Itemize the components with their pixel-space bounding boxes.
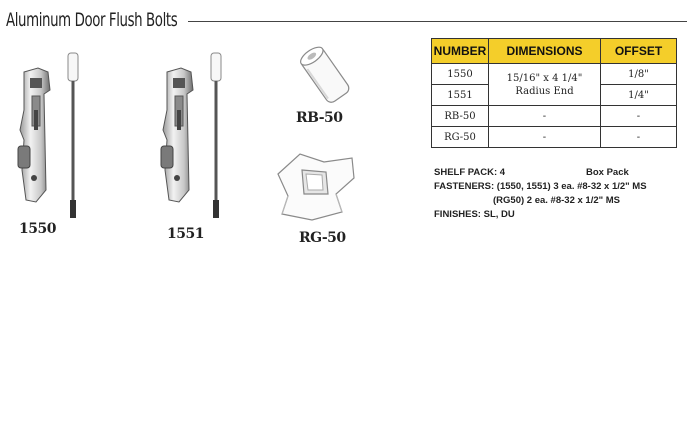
title-rule (188, 21, 687, 22)
header-offset: OFFSET (601, 39, 677, 64)
product-1551 (157, 50, 237, 242)
cell-dimensions (489, 64, 601, 106)
cell-offset: 1/4" (601, 85, 677, 106)
product-rb-50 (290, 40, 360, 135)
cell-number: RG-50 (432, 127, 489, 148)
spec-details (434, 166, 647, 222)
cell-offset: - (601, 127, 677, 148)
rod-guide-rg-50-image (272, 148, 358, 223)
box-pack-text: Box Pack (586, 167, 629, 178)
spec-table (431, 38, 677, 148)
product-label-rb-50: RB-50 (296, 110, 343, 126)
cell-offset: 1/8" (601, 64, 677, 85)
header-dimensions: DIMENSIONS (489, 39, 601, 64)
cell-number: 1551 (432, 85, 489, 106)
table-header-row (432, 39, 677, 64)
shelf-pack-text: SHELF PACK: 4 (434, 167, 506, 178)
fasteners-text: FASTENERS: (1550, 1551) 3 ea. #8-32 x 1/2" MS (434, 181, 647, 192)
page-title: Aluminum Door Flush Bolts (6, 9, 178, 31)
flush-bolt-1550-image (14, 50, 94, 220)
cell-dimensions: - (489, 127, 601, 148)
table-row (432, 64, 677, 85)
dimensions-note: Radius End (515, 85, 574, 97)
product-label-rg-50: RG-50 (299, 230, 346, 246)
shelf-pack-row (434, 166, 647, 180)
product-1550 (14, 50, 94, 237)
fasteners-text-2: (RG50) 2 ea. #8-32 x 1/2" MS (493, 195, 621, 206)
flush-bolt-1551-image (157, 50, 237, 220)
finishes-text: FINISHES: SL, DU (434, 209, 515, 220)
cell-offset: - (601, 106, 677, 127)
cell-dimensions: - (489, 106, 601, 127)
product-label-1550: 1550 (19, 221, 56, 237)
table-row (432, 106, 677, 127)
table-row (432, 127, 677, 148)
rod-bushing-rb-50-image (290, 40, 360, 110)
header-number: NUMBER (432, 39, 489, 64)
dimensions-value: 15/16" x 4 1/4" (506, 72, 583, 84)
cell-number: RB-50 (432, 106, 489, 127)
cell-number: 1550 (432, 64, 489, 85)
product-rg-50 (272, 148, 362, 248)
product-label-1551: 1551 (167, 226, 204, 242)
